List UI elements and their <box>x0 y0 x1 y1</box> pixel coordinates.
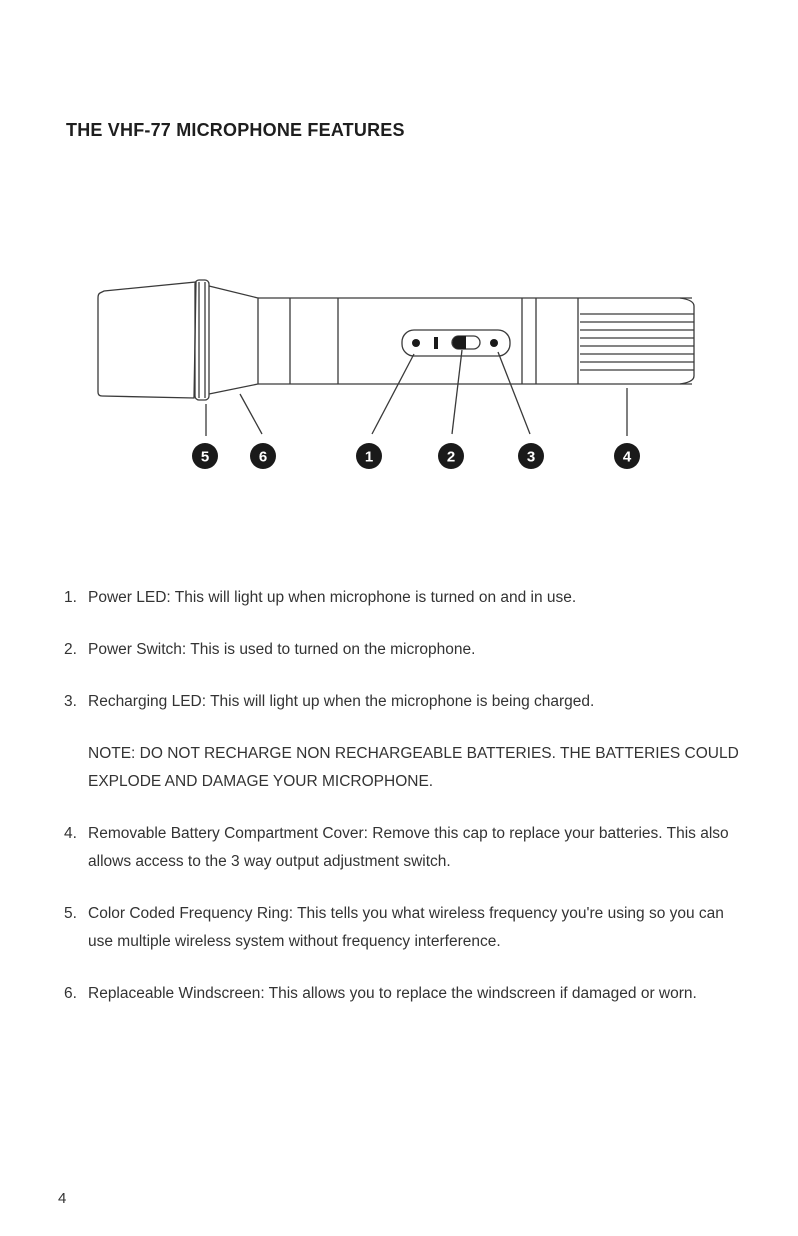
svg-text:4: 4 <box>622 448 632 466</box>
page-number: 4 <box>58 1190 67 1207</box>
power-led-icon <box>412 339 420 347</box>
microphone-diagram <box>0 270 798 480</box>
power-switch-slider <box>453 336 467 349</box>
feature-item-windscreen <box>64 980 744 1008</box>
callout-5 <box>192 443 218 469</box>
callout-4 <box>614 443 640 469</box>
windscreen <box>98 282 196 398</box>
feature-text: Removable Battery Compartment Cover: Remove this cap to replace your batteries. This also allows access to the 3 way output adjustment switch. <box>88 825 729 870</box>
feature-number: 2. <box>64 641 77 658</box>
callout-3 <box>518 443 544 469</box>
feature-item-frequency-ring <box>64 900 744 956</box>
feature-text: Recharging LED: This will light up when the microphone is being charged. <box>88 693 595 710</box>
feature-list <box>64 584 744 1032</box>
svg-text:5: 5 <box>200 448 210 466</box>
svg-text:3: 3 <box>526 448 536 466</box>
feature-number: 4. <box>64 825 77 842</box>
feature-text: Power LED: This will light up when microphone is turned on and in use. <box>88 589 577 606</box>
feature-item-power-led <box>64 584 744 612</box>
feature-text: Replaceable Windscreen: This allows you to replace the windscreen if damaged or worn. <box>88 985 697 1002</box>
feature-number: 1. <box>64 589 77 606</box>
svg-text:1: 1 <box>364 448 374 466</box>
frequency-ring <box>195 280 209 400</box>
battery-warning-note: NOTE: DO NOT RECHARGE NON RECHARGEABLE BATTERIES. THE BATTERIES COULD EXPLODE AND DAMAGE YOUR MICROPHONE. <box>88 745 739 790</box>
feature-item-recharging-led <box>64 688 744 716</box>
page-heading: THE VHF-77 MICROPHONE FEATURES <box>66 120 405 140</box>
feature-number: 3. <box>64 693 77 710</box>
callout-1 <box>356 443 382 469</box>
svg-text:6: 6 <box>258 448 268 466</box>
feature-number: 5. <box>64 905 77 922</box>
battery-cap-grip <box>580 314 694 370</box>
feature-number: 6. <box>64 985 77 1002</box>
recharge-led-icon <box>490 339 498 347</box>
feature-text: Color Coded Frequency Ring: This tells you what wireless frequency you're using so you can use multiple wireless system without frequency interference. <box>88 905 724 950</box>
power-switch-marker <box>434 337 438 349</box>
callout-2 <box>438 443 464 469</box>
feature-item-battery-cover <box>64 820 744 876</box>
feature-item-power-switch <box>64 636 744 664</box>
callout-6 <box>250 443 276 469</box>
feature-text: Power Switch: This is used to turned on the microphone. <box>88 641 476 658</box>
svg-text:2: 2 <box>446 448 456 466</box>
